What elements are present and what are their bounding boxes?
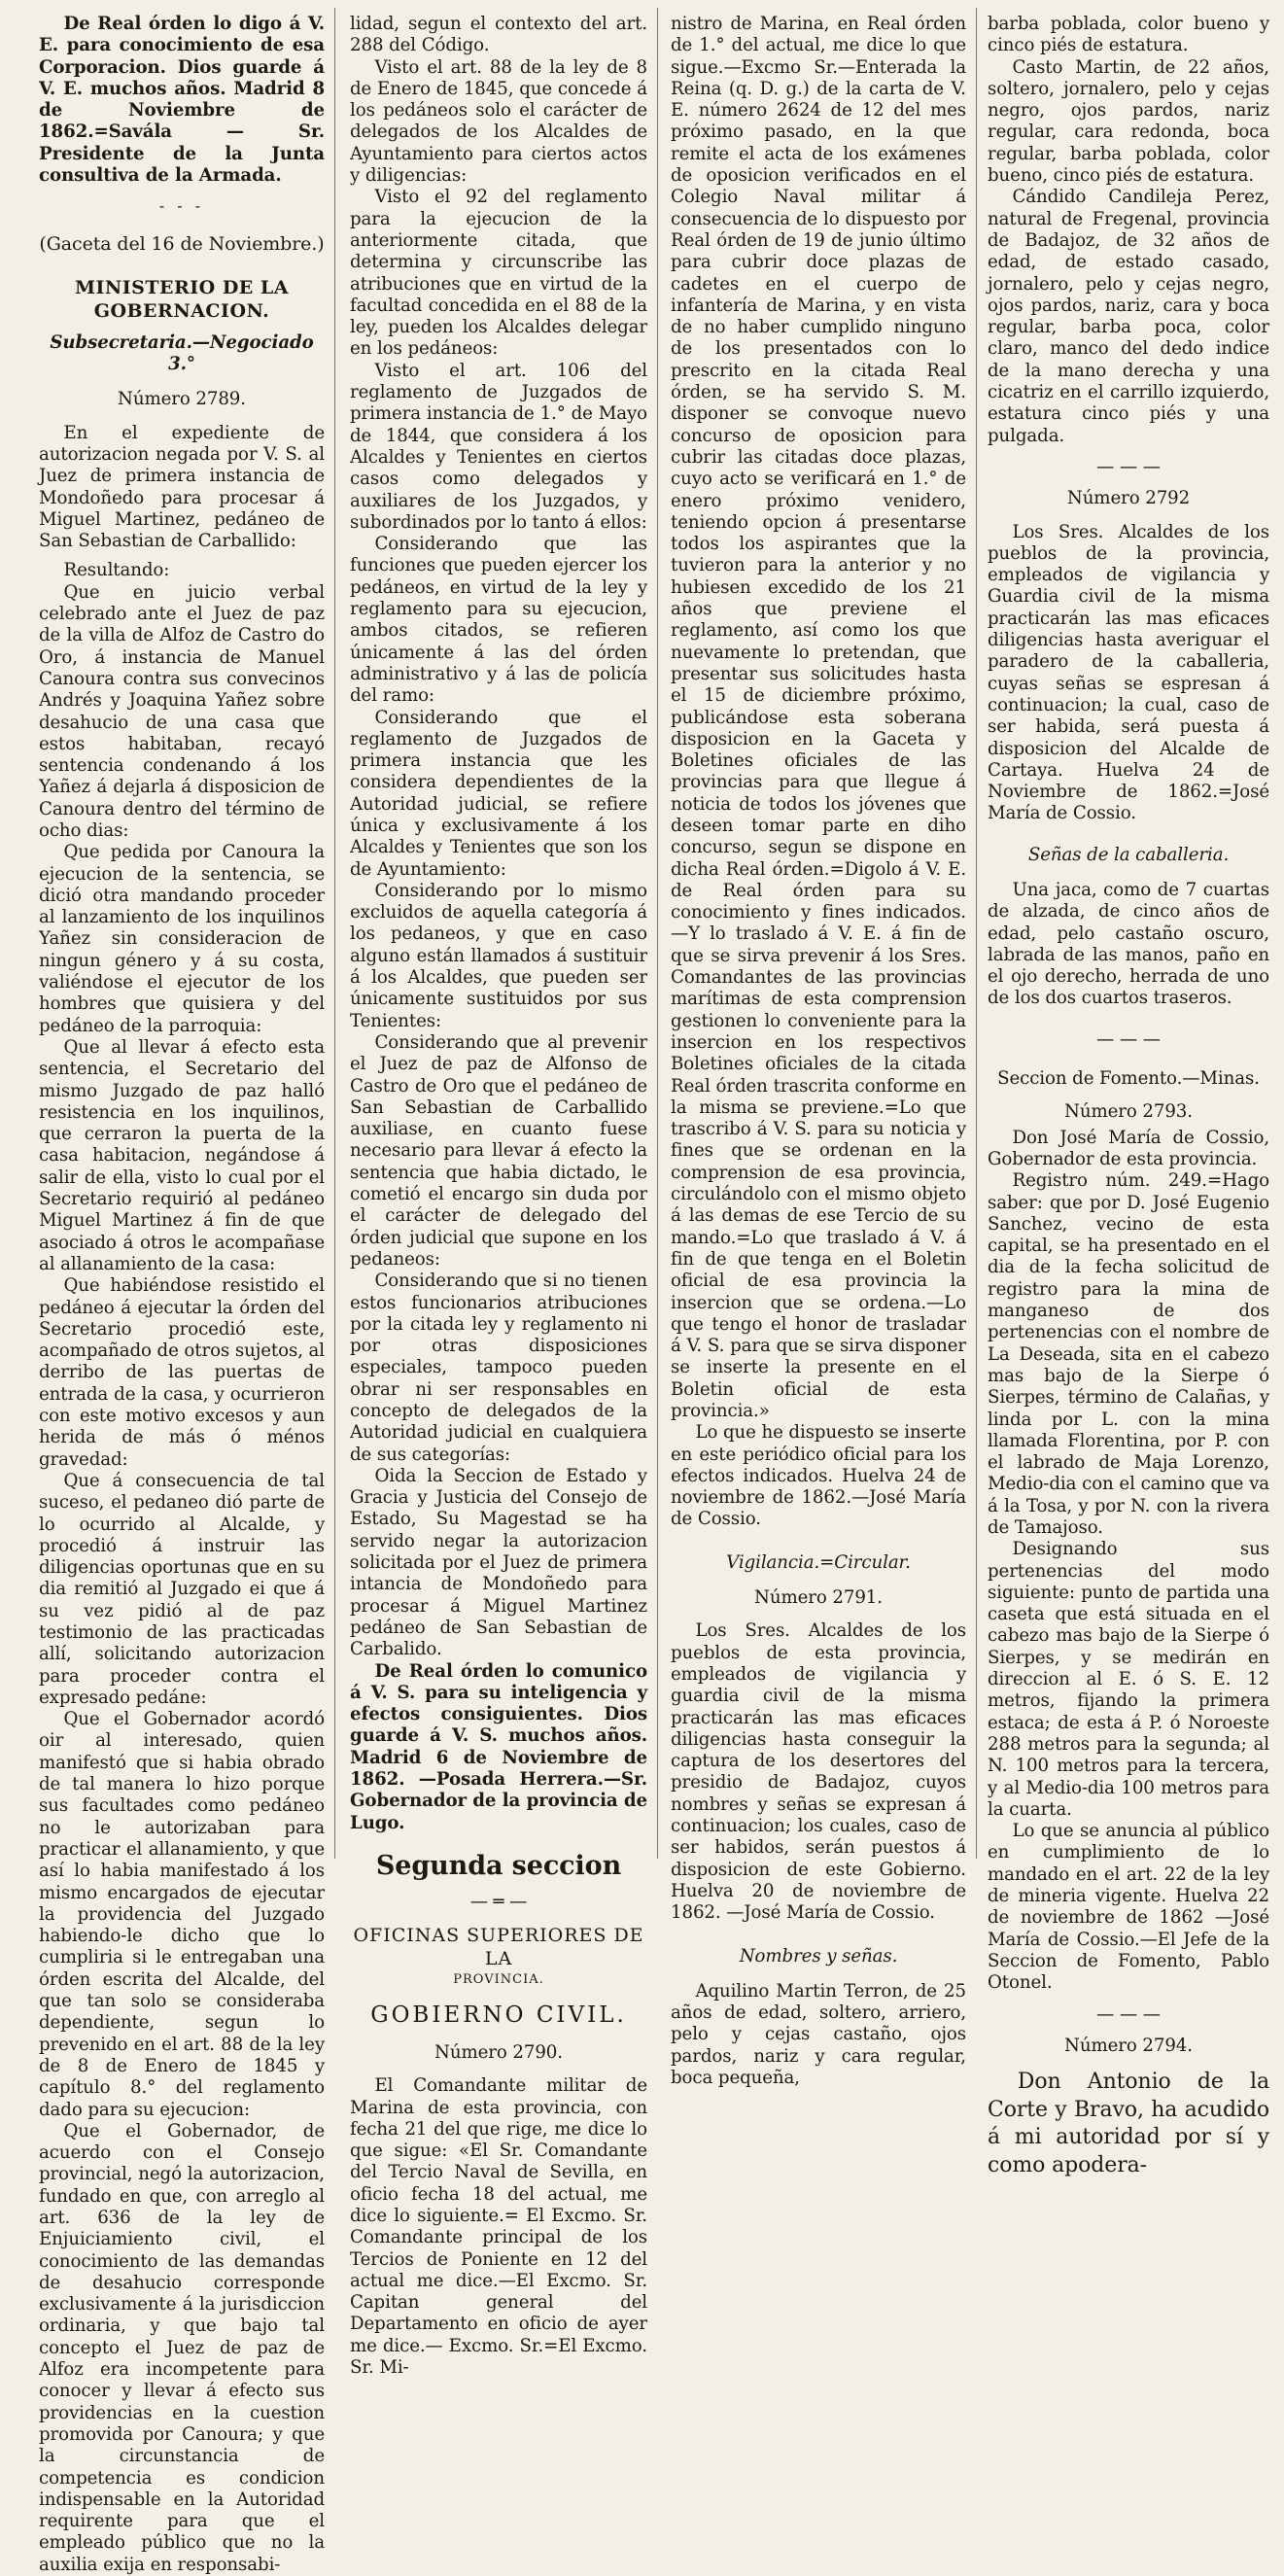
numero-heading: Número 2790.: [434, 2041, 563, 2063]
paragraph: Oida la Seccion de Estado y Gracia y Justicia del Consejo de Estado, Su Magestad se ha servido negar la autorizacion solicitada por el Juez de primera intancia de Mondoñedo para procesar á Miguel Martinez pedáneo de San Sebastian de Carbalido.: [350, 1465, 647, 1660]
paragraph: lidad, segun el contexto del art. 288 del Código.: [350, 14, 647, 56]
paragraph: Designando sus pertenencias del modo siguiente: punto de partida una caseta que está situada en el cabezo mas bajo de la Sierpe ó Sierpes, y se medirán en direccion al E. ó S. E. 12 metros, fijando la primera estaca; de esta á P. ó Noroeste 288 metros para la segunda; al N. 100 metros para la tercera, y al Medio-dia 100 metros para la cuarta.: [988, 1539, 1269, 1820]
paragraph: Don José María de Cossio, Gobernador de esta provincia.: [988, 1127, 1269, 1169]
numero-heading: Número 2791.: [754, 1587, 883, 1609]
paragraph: Visto el art. 106 del reglamento de Juzgados de primera instancia de 1.° de Mayo de 1844, que considera á los Alcaldes y Tenientes en ciertos casos como delegados y auxiliares de los Juzgados, y subordinados por lo tanto á ellos:: [350, 360, 647, 533]
paragraph: Que al llevar á efecto esta sentencia, el Secretario del mismo Juzgado de paz halló resistencia en los inquilinos, que cerraron la puerta de la casa habitacion, negándose á salir de ella, visto lo cual por el Secretario requirió al pedáneo Miguel Martinez á fin de que asociado á otros le acompañase al allanamiento de la casa:: [39, 1036, 325, 1274]
paragraph: Considerando que el reglamento de Juzgados de primera instancia que les considera dependientes de la Autoridad judicial, se refiere única y exclusivamente á los Alcaldes y Tenientes que son los de Ayuntamiento:: [350, 707, 647, 880]
column-1: [39, 14, 326, 2575]
paragraph: Que en juicio verbal celebrado ante el Juez de paz de la villa de Alfoz de Castro do Oro, á instancia de Manuel Canoura contra sus convecinos Andrés y Joaquina Yañez sobre desahucio de una casa que estos habitaban, recayó sentencia condenando á los Yañez á dejarla á disposicion de Canoura dentro del término de ocho dias:: [39, 581, 325, 841]
paragraph: Visto el 92 del reglamento para la ejecucion de la anteriormente citada, que determina y circunscribe las atribuciones que en virtud de la facultad concedida en el 88 de la ley, pueden los Alcaldes delegar en los pedáneos:: [350, 187, 647, 360]
paragraph: Considerando que las funciones que pueden ejercer los pedáneos, en virtud de la ley y reglamento para su ejecucion, ambos citados, se refieren únicamente á las del órden administrativo y á las de policía del ramo:: [350, 534, 647, 707]
paragraph: Lo que se anuncia al público en cumplimiento de lo mandado en el art. 22 de la ley de mineria vigente. Huelva 22 de noviembre de 1862 —José María de Cossio.—El Jefe de la Seccion de Fomento, Pablo Otonel.: [988, 1821, 1269, 1994]
separator: — — —: [1096, 2003, 1161, 2025]
senas-heading: Señas de la caballeria.: [1027, 844, 1230, 865]
column-rule: [334, 8, 335, 1859]
numero-heading: Número 2794.: [1064, 2035, 1193, 2056]
paragraph: Que pedida por Canoura la ejecucion de la sentencia, se dició otra mandando proceder al lanzamiento de los inquilinos Yañez sin consideracion de ningun género y á su costa, valiéndose el ejecutor de los hombres que quisiera y del pedáneo de la parroquia:: [39, 842, 325, 1036]
paragraph: Visto el art. 88 de la ley de 8 de Enero de 1845, que concede á los pedáneos solo el carácter de delegados de los Alcaldes de Ayuntamiento para ciertos actos y diligencias:: [350, 56, 647, 187]
paragraph: De Real órden lo comunico á V. S. para su inteligencia y efectos consiguientes. Dios guarde á V. S. muchos años. Madrid 6 de Noviembre de 1862. —Posada Herrera.—Sr. Gobernador de la provincia de Lugo.: [350, 1660, 647, 1833]
paragraph: Que habiéndose resistido el pedáneo á ejecutar la órden del Secretario procedió este, acompañado de otros sujetos, al derribo de las puertas de entrada de la casa, y ocurrieron con este motivo excesos y aun herida de más ó ménos gravedad:: [39, 1275, 326, 1470]
oficinas-heading: OFICINAS SUPERIORES DE LA: [353, 1925, 644, 1969]
numero-heading: Número 2793.: [1064, 1101, 1193, 1123]
paragraph: De Real órden lo digo á V. E. para conocimiento de esa Corporacion. Dios guarde á V. E. muchos años. Madrid 8 de Noviembre de 1862.=Savála — Sr. Presidente de la Junta consultiva de la Armada.: [39, 14, 325, 187]
paragraph: Una jaca, como de 7 cuartas de alzada, de cinco años de edad, pelo castaño oscuro, labrada de las manos, paño en el ojo derecho, herrada de uno de los dos cuartos traseros.: [988, 879, 1269, 1009]
seccion-fomento-heading: Seccion de Fomento.—Minas.: [997, 1068, 1260, 1090]
paragraph: Don Antonio de la Corte y Bravo, ha acudido á mi autoridad por sí y como apodera-: [988, 2070, 1269, 2177]
column-rule: [976, 8, 977, 1859]
numero-heading: Número 2792: [1066, 488, 1191, 509]
paragraph: En el expediente de autorizacion negada por V. S. al Juez de primera instancia de Mondoñedo para procesar á Miguel Martinez, pedáneo de San Sebastian de Carballido:: [39, 422, 325, 552]
gobierno-civil-heading: GOBIERNO CIVIL.: [370, 2002, 627, 2028]
gaceta-heading: (Gaceta del 16 de Noviembre.): [39, 232, 325, 255]
paragraph: Resultando:: [63, 560, 170, 581]
paragraph: Lo que he dispuesto se inserte en este periódico oficial para los efectos indicados. Huelva 24 de noviembre de 1862.—José María de Cossio.: [671, 1422, 966, 1530]
separator: - - -: [158, 196, 205, 216]
paragraph: El Comandante militar de Marina de esta provincia, con fecha 21 del que rige, me dice lo que sigue: «El Sr. Comandante del Tercio Naval de Sevilla, en oficio fecha 18 del actual, me dice lo siguiente.= El Excmo. Sr. Comandante principal de los Tercios de Poniente en 12 del actual me dice.—El Excmo. Sr. Capitan general del Departamento en oficio de ayer me dice.— Excmo. Sr.=El Excmo. Sr. Mi-: [350, 2075, 647, 2379]
paragraph: nistro de Marina, en Real órden de 1.° del actual, me dice lo que sigue.—Excmo Sr.—Enterada la Reina (q. D. g.) de la carta de V. E. número 2624 de 12 del mes próximo pasado, en la que remite el acta de los exámenes de oposicion verificados en el Colegio Naval militar á consecuencia de lo dispuesto por Real órden de 19 de junio último para cubrir doce plazas de cadetes en el cuerpo de infantería de Marina, y en vista de no haber cumplido ninguno de los presentados con lo prescrito en la citada Real órden, se ha servido S. M. disponer se convoque nuevo concurso de oposicion para cubrir las citadas doce plazas, cuyo acto se verificará en 1.° de enero próximo venidero, teniendo opcion á presentarse todos los aspirantes que la tuvieron para la anterior y no hubiesen excedido de los 21 años que previene el reglamento, así como los que nuevamente lo pretendan, que presentar sus solicitudes hasta el 15 de diciembre próximo, publicándose esta soberana disposicion en la Gaceta y Boletines oficiales de las provincias para que llegue á noticia de todos los jóvenes que deseen tomar parte en diho concurso, segun se dispone en dicha Real órden.=Digolo á V. E. de Real órden para su conocimiento y fines indicados.—Y lo traslado á V. E. á fin de que se sirva prevenir á los Sres. Comandantes de las provincias marítimas de esta comprension gestionen lo conveniente para la insercion en los respectivos Boletines oficiales de la citada Real órden trascrita conforme en la misma se previene.=Lo que trascribo á V. S. para su noticia y fines que se ordenan en la comprension de esa provincia, circulándolo con el mismo objeto á las demas de ese Tercio de su mando.=Lo que traslado á V. á fin de que tenga en el Boletin oficial de esa provincia la insercion que se ordena.—Lo que tengo el honor de trasladar á V. S. para que se sirva disponer se inserte la presente en el Boletin oficial de esta provincia.»: [671, 14, 966, 1421]
paragraph: barba poblada, color bueno y cinco piés de estatura.: [988, 14, 1269, 56]
segunda-seccion-heading: Segunda seccion: [375, 1850, 622, 1881]
paragraph: Registro núm. 249.=Hago saber: que por D. José Eugenio Sanchez, vecino de esta capital, se ha presentado en el dia de la fecha solicitud de registro para la mina de manganeso de dos pertenencias con el nombre de La Deseada, sita en el cabezo mas bajo de la Sierpe ó Sierpes, término de Calañas, y linda por L. con la mina llamada Florentina, por P. con el labrado de Maja Lorenzo, Medio-dia con el camino que va á la Tosa, y por N. con la rivera de Tamajoso.: [988, 1170, 1269, 1538]
paragraph: Que el Gobernador acordó oir al interesado, quien manifestó que si habia obrado de tal manera lo hizo porque sus facultades como pedáneo no le autorizaban para practicar el allanamiento, y que así lo habia manifestado á los mismo encargados de ejecutar la providencia del Juzgado habiendo-le dicho que lo cumpliria si le entregaban una órden escrita del Alcalde, del que tan solo se consideraba dependiente, segun lo prevenido en el art. 88 de la ley de 8 de Enero de 1845 y capítulo 8.° del reglamento dado para su ejecucion:: [39, 1709, 325, 2120]
column-4: [988, 14, 1269, 2177]
paragraph: Considerando que si no tienen estos funcionarios atribuciones por la citada ley y reglamento ni por otras disposiciones especiales, tampoco pueden obrar ni ser responsables en concepto de delegados de la Autoridad judicial en cualquiera de sus categorías:: [350, 1271, 647, 1465]
paragraph: Considerando por lo mismo excluidos de aquella categoría á los pedaneos, y que en caso alguno están llamados á sustituir á los Alcaldes, que pueden ser únicamente sustituidos por sus Tenientes:: [350, 880, 647, 1031]
separator: — — —: [1096, 1028, 1161, 1050]
nombres-heading: Nombres y señas.: [739, 1945, 898, 1967]
column-2: [350, 14, 647, 2379]
separator: — — —: [1096, 456, 1161, 477]
separator: — ═ —: [469, 1892, 528, 1912]
paragraph: Aquilino Martin Terron, de 25 años de edad, soltero, arriero, pelo y cejas castaño, ojos pardos, nariz y cara regular, boca pequeña,: [671, 1980, 966, 2089]
paragraph: Cándido Candileja Perez, natural de Fregenal, provincia de Badajoz, de 32 años de edad, de estado casado, jornalero, pelo y cejas negro, ojos pardos, nariz, cara y boca regular, barba poca, color claro, manco del dedo indice de la mano derecha y una cicatriz en el carrillo izquierdo, estatura cinco piés y una pulgada.: [988, 187, 1269, 446]
paragraph: Los Sres. Alcaldes de los pueblos de la provincia, empleados de vigilancia y Guardia civil de la misma practicarán las mas eficaces diligencias hasta averiguar el paradero de la caballeria, cuyas señas se espresan á continuacion; la cual, caso de ser habida, será puesta á disposicion del Alcalde de Cartaya. Huelva 24 de Noviembre de 1862.=José María de Cossio.: [988, 521, 1269, 824]
paragraph: Que á consecuencia de tal suceso, el pedaneo dió parte de lo ocurrido al Alcalde, y procedió á instruir las diligencias oportunas que en su dia remitió al Juzgado ei que á su vez pidió al de paz testimonio de las practicadas allí, solicitando autorizacion para proceder contra el expresado pedáne:: [39, 1470, 325, 1708]
column-rule: [657, 8, 658, 1859]
paragraph: Casto Martin, de 22 años, soltero, jornalero, pelo y cejas negro, ojos pardos, nariz regular, cara redonda, boca regular, barba poblada, color bueno, cinco piés de estatura.: [988, 56, 1269, 187]
numero-heading: Número 2789.: [118, 389, 246, 410]
paragraph: Que el Gobernador, de acuerdo con el Consejo provincial, negó la autorizacion, fundado en que, con arreglo al art. 636 de la ley de Enjuiciamiento civil, el conocimiento de las demandas de desahucio corresponde exclusivamente á la jurisdiccion ordinaria, y que bajo tal concepto el Juez de paz de Alfoz era incompetente para conocer y llevar á efecto sus providencias en la cuestion promovida por Canoura; y que la circunstancia de competencia es condicion indispensable en la Autoridad requirente para que el empleado público que no la auxilia exija en responsabi-: [39, 2120, 325, 2575]
subsecretaria-heading: Subsecretaria.—Negociado 3.°: [50, 331, 314, 375]
provincia-heading: PROVINCIA.: [453, 1971, 544, 1987]
paragraph: Considerando que al prevenir el Juez de paz de Alfonso de Castro de Oro que el pedáneo de San Sebastian de Carballido auxiliase, en cuanto fuese necesario para llevar á efecto la sentencia que habia dictado, le cometió el encargo sin duda por el carácter de delegado del órden judicial que supone en los pedaneos:: [350, 1031, 647, 1270]
vigilancia-heading: Vigilancia.=Circular.: [726, 1551, 911, 1573]
paragraph: Los Sres. Alcaldes de los pueblos de esta provincia, empleados de vigilancia y guardia civil de la misma practicarán las mas eficaces diligencias hasta conseguir la captura de los desertores del presidio de Badajoz, cuyos nombres y señas se expresan á continuacion; los cuales, caso de ser habidos, serán puestos á disposicion de este Gobierno. Huelva 20 de noviembre de 1862. —José María de Cossio.: [671, 1620, 966, 1924]
ministerio-heading: MINISTERIO DE LA GOBERNACION.: [74, 277, 290, 322]
column-3: [671, 14, 966, 2089]
